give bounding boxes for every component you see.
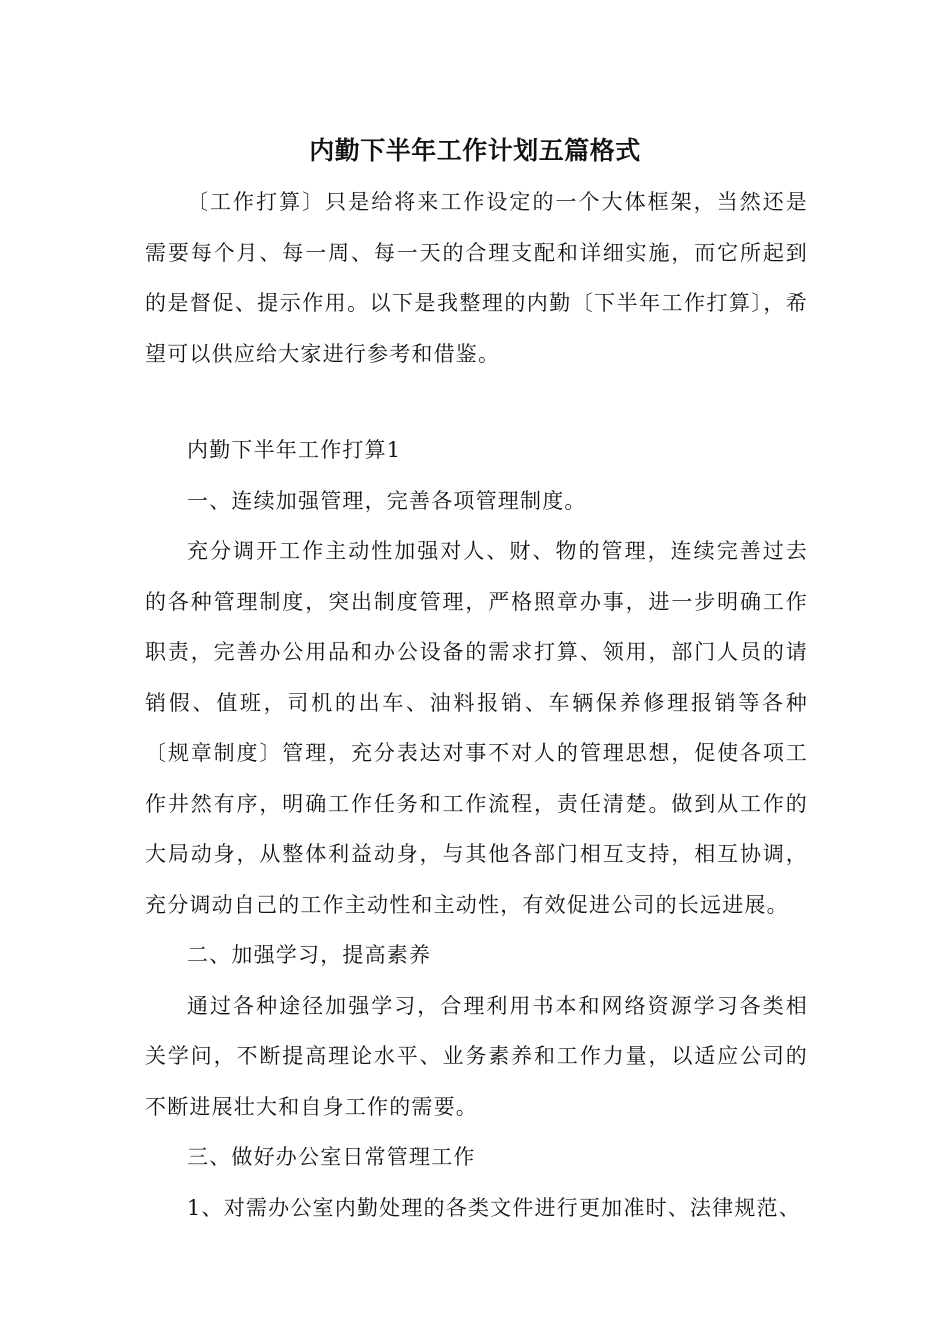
section-heading-plan-1: 内勤下半年工作打算1 — [187, 438, 402, 462]
intro-paragraph: 〔工作打算〕只是给将来工作设定的一个大体框架，当然还是需要每个月、每一周、每一天的合理支配和详细实施，而它所起到的是督促、提示作用。以下是我整理的内勤〔下半年工作打算〕，希望可以供应给大家进行参考和借鉴。 — [145, 190, 808, 366]
body-block — [145, 425, 808, 1233]
document-title: 内勤下半年工作计划五篇格式 — [309, 136, 641, 165]
body-paragraph-3: 1、对需办公室内勤处理的各类文件进行更加准时、法律规范、 — [187, 1195, 801, 1220]
body-paragraph-1: 充分调开工作主动性加强对人、财、物的管理，连续完善过去的各种管理制度，突出制度管理，严格照章办事，进一步明确工作职责，完善办公用品和办公设备的需求打算、领用，部门人员的请销假、值班，司机的出车、油料报销、车辆保养修理报销等各种〔规章制度〕管理，充分表达对事不对人的管理思想，促使各项工作井然有序，明确工作任务和工作流程，责任清楚。做到从工作的大局动身，从整体利益动身，与其他各部门相互支持，相互协调，充分调动自己的工作主动性和主动性，有效促进公司的长远进展。 — [145, 539, 808, 917]
section-heading-2: 二、加强学习，提高素养 — [187, 943, 432, 967]
section-heading-3: 三、做好办公室日常管理工作 — [187, 1145, 476, 1169]
body-paragraph-2: 通过各种途径加强学习，合理利用书本和网络资源学习各类相关学问，不断提高理论水平、业务素养和工作力量，以适应公司的不断进展壮大和自身工作的需要。 — [145, 993, 808, 1119]
intro-block — [145, 177, 808, 379]
section-heading-1: 一、连续加强管理，完善各项管理制度。 — [187, 488, 587, 513]
